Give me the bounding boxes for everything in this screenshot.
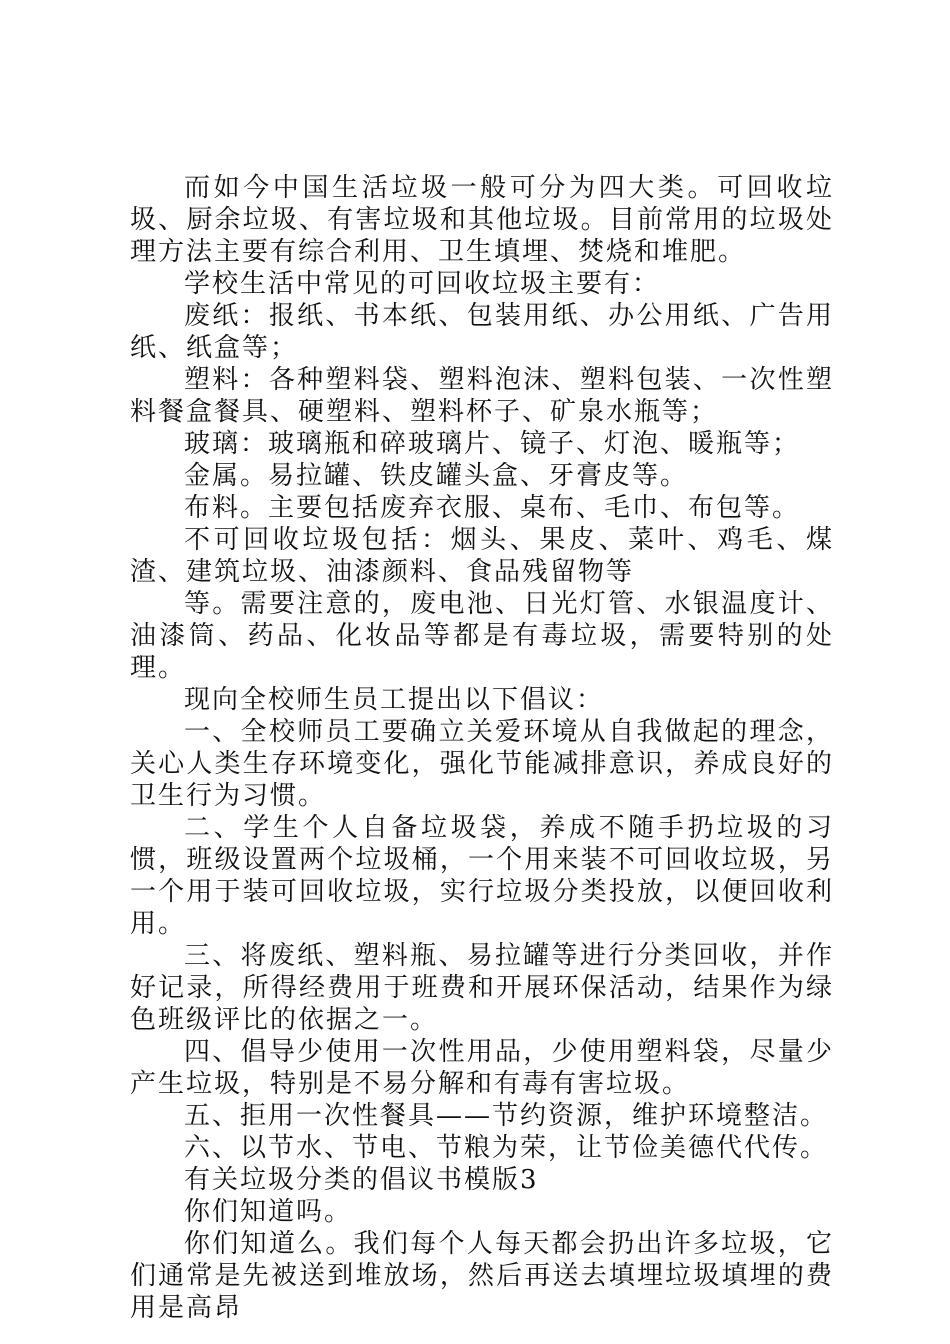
paragraph-fabric: 布料。主要包括废弃衣服、桌布、毛巾、布包等。 <box>184 493 801 523</box>
paragraph-metal: 金属。易拉罐、铁皮罐头盒、牙膏皮等。 <box>184 461 689 491</box>
paragraph-intro: 而如今中国生活垃圾一般可分为四大类。可回收垃圾、厨余垃圾、有害垃圾和其他垃圾。目前常用的垃圾处理方法主要有综合利用、卫生填埋、焚烧和堆肥。 <box>130 173 834 267</box>
paragraph-plastic: 塑料：各种塑料袋、塑料泡沫、塑料包装、一次性塑料餐盒餐具、硬塑料、塑料杯子、矿泉水瓶等； <box>130 365 834 427</box>
section-title: 有关垃圾分类的倡议书模版3 <box>184 1165 539 1195</box>
paragraph-glass: 玻璃：玻璃瓶和碎玻璃片、镜子、灯泡、暖瓶等； <box>184 429 801 459</box>
paragraph-proposal-5: 五、拒用一次性餐具——节约资源，维护环境整洁。 <box>184 1101 829 1131</box>
document-body <box>130 172 834 1324</box>
paragraph-recyclables-heading: 学校生活中常见的可回收垃圾主要有： <box>184 269 661 299</box>
paragraph-proposal-1: 一、全校师员工要确立关爱环境从自我做起的理念，关心人类生存环境变化，强化节能减排意识，养成良好的卫生行为习惯。 <box>130 717 834 811</box>
paragraph-landfill: 你们知道么。我们每个人每天都会扔出许多垃圾，它们通常是先被送到堆放场，然后再送去填埋垃圾填埋的费用是高昂 <box>130 1229 834 1323</box>
paragraph-hazardous: 等。需要注意的，废电池、日光灯管、水银温度计、油漆筒、药品、化妆品等都是有毒垃圾，需要特别的处理。 <box>130 589 834 683</box>
paragraph-proposal-heading: 现向全校师生员工提出以下倡议： <box>184 685 605 715</box>
paragraph-non-recyclable: 不可回收垃圾包括：烟头、果皮、菜叶、鸡毛、煤渣、建筑垃圾、油漆颜料、食品残留物等 <box>130 525 834 587</box>
paragraph-proposal-2: 二、学生个人自备垃圾袋，养成不随手扔垃圾的习惯，班级设置两个垃圾桶，一个用来装不可回收垃圾，另一个用于装可回收垃圾，实行垃圾分类投放，以便回收利用。 <box>130 813 834 939</box>
paragraph-proposal-6: 六、以节水、节电、节粮为荣，让节俭美德代代传。 <box>184 1133 829 1163</box>
paragraph-question: 你们知道吗。 <box>184 1197 353 1227</box>
paragraph-proposal-3: 三、将废纸、塑料瓶、易拉罐等进行分类回收，并作好记录，所得经费用于班费和开展环保活动，结果作为绿色班级评比的依据之一。 <box>130 941 834 1035</box>
paragraph-paper: 废纸：报纸、书本纸、包装用纸、办公用纸、广告用纸、纸盒等； <box>130 301 834 363</box>
paragraph-proposal-4: 四、倡导少使用一次性用品，少使用塑料袋，尽量少产生垃圾，特别是不易分解和有毒有害垃圾。 <box>130 1037 834 1099</box>
